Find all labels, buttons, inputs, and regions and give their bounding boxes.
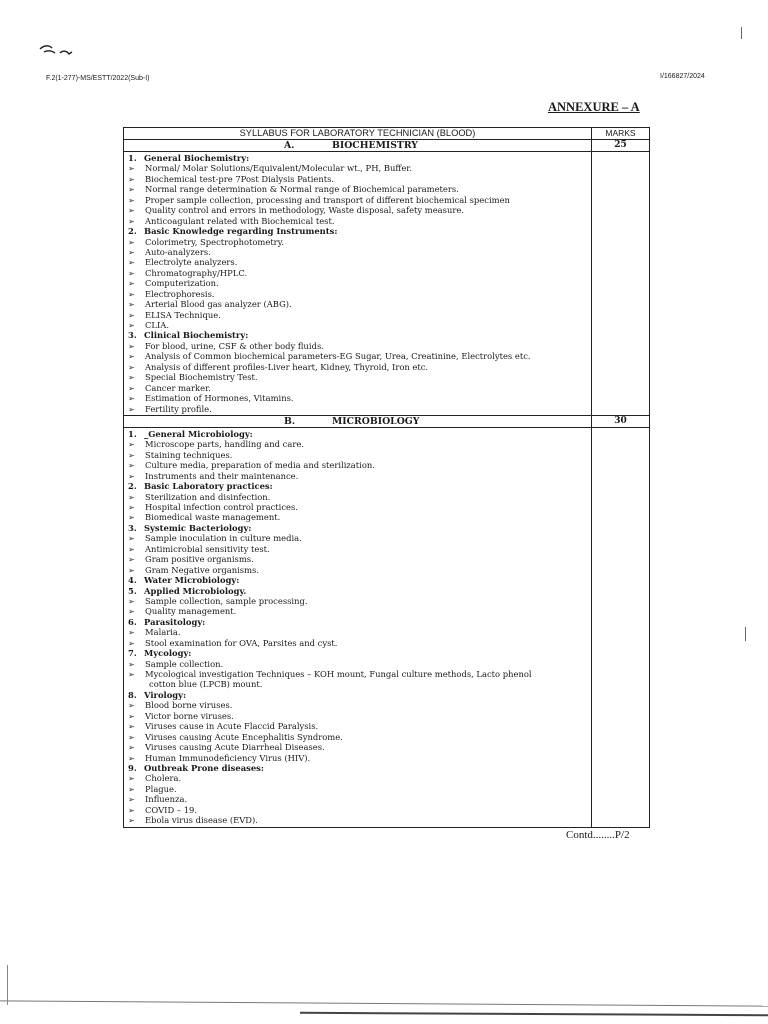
- topic-item: [128, 638, 587, 648]
- topic-item: [128, 554, 587, 564]
- topic-item: [128, 512, 587, 522]
- arrow-bullet-icon: ➢: [128, 544, 135, 554]
- handwritten-mark: [36, 40, 80, 62]
- topic-number: 1.: [128, 153, 137, 163]
- topic-item-text: Mycological investigation Techniques – KOH mount, Fungal culture methods, Lacto phenol: [145, 669, 532, 679]
- topic-item-text: Quality control and errors in methodology, Waste disposal, safety measure.: [145, 205, 464, 216]
- arrow-bullet-icon: ➢: [128, 461, 135, 471]
- topic-item-text: Malaria.: [145, 627, 181, 638]
- topic-number: 2.: [128, 481, 137, 492]
- topic-item-text: Arterial Blood gas analyzer (ABG).: [145, 299, 292, 310]
- topic-number: 5.: [128, 585, 137, 596]
- topic-item: [128, 163, 587, 173]
- topic-title: Mycology:: [144, 648, 192, 659]
- topic-item-text: Sample collection.: [145, 658, 224, 669]
- topic-item: [128, 404, 587, 414]
- topic-item: [128, 596, 587, 606]
- topic-category: [128, 429, 587, 439]
- arrow-bullet-icon: ➢: [128, 596, 135, 606]
- topic-category: [128, 648, 587, 658]
- topic-item: [128, 205, 587, 215]
- topic-item: [128, 341, 587, 351]
- topic-category: [128, 586, 587, 596]
- section-letter: B.: [284, 415, 296, 427]
- topic-item: [128, 659, 587, 669]
- arrow-bullet-icon: ➢: [128, 732, 135, 742]
- arrow-bullet-icon: ➢: [128, 816, 135, 826]
- topic-item: [128, 310, 587, 320]
- topic-item: [128, 237, 587, 247]
- continuation-note: Contd........P/2: [566, 829, 630, 841]
- topic-item-text: Ebola virus disease (EVD).: [145, 815, 258, 826]
- section-b-header: [124, 416, 649, 428]
- arrow-bullet-icon: ➢: [128, 659, 135, 669]
- topic-item-text: Viruses causing Acute Diarrheal Diseases.: [145, 742, 325, 753]
- topic-item: [128, 351, 587, 361]
- topic-item-text: Fertility profile.: [145, 403, 212, 414]
- topic-number: 9.: [128, 762, 137, 773]
- topic-number: 1.: [128, 428, 137, 439]
- scan-edge-line: [741, 27, 742, 39]
- topic-title: Clinical Biochemistry:: [144, 330, 249, 341]
- topic-number: 4.: [128, 575, 137, 586]
- topic-item-text: Colorimetry, Spectrophotometry.: [145, 236, 284, 247]
- topic-item: [128, 794, 587, 804]
- topic-item: [128, 721, 587, 731]
- topic-item-text: Computerization.: [145, 278, 219, 289]
- table-header-row: [124, 128, 649, 140]
- arrow-bullet-icon: ➢: [128, 185, 135, 195]
- topic-item: [128, 711, 587, 721]
- arrow-bullet-icon: ➢: [128, 450, 135, 460]
- topic-number: 6.: [128, 616, 137, 627]
- section-b-body: [124, 428, 649, 827]
- topic-item-text: CLIA.: [145, 320, 169, 330]
- marks-column-header: MARKS: [605, 128, 636, 138]
- topic-item-text: Auto-analyzers.: [145, 246, 211, 257]
- topic-item-text: Viruses causing Acute Encephalitis Syndrome.: [145, 731, 343, 742]
- arrow-bullet-icon: ➢: [128, 565, 135, 575]
- topic-item-text: Proper sample collection, processing and transport of different biochemical specimen: [145, 194, 510, 205]
- topic-item-text: COVID – 19.: [145, 804, 198, 815]
- topic-item: [128, 195, 587, 205]
- topic-title: Basic Knowledge regarding Instruments:: [144, 226, 338, 237]
- arrow-bullet-icon: ➢: [128, 534, 135, 544]
- topic-item: [128, 174, 587, 184]
- topic-item-text: Sterilization and disinfection.: [145, 491, 271, 502]
- arrow-bullet-icon: ➢: [128, 321, 135, 330]
- arrow-bullet-icon: ➢: [128, 404, 135, 414]
- topic-category: [128, 575, 587, 585]
- topic-item: [128, 393, 587, 403]
- section-letter: A.: [284, 140, 295, 151]
- topic-title: Water Microbiology:: [144, 575, 240, 586]
- arrow-bullet-icon: ➢: [128, 628, 135, 638]
- section-a-body: [124, 152, 649, 416]
- topic-category: [128, 226, 587, 236]
- topic-item-text: Human Immunodeficiency Virus (HIV).: [145, 752, 311, 763]
- arrow-bullet-icon: ➢: [128, 513, 135, 523]
- topic-item: [128, 773, 587, 783]
- topic-number: 7.: [128, 648, 137, 659]
- arrow-bullet-icon: ➢: [128, 373, 135, 383]
- section-a-header: [124, 140, 649, 152]
- arrow-bullet-icon: ➢: [128, 670, 135, 679]
- topic-item-text: Analysis of different profiles-Liver heart, Kidney, Thyroid, Iron etc.: [145, 361, 429, 372]
- topic-category: [128, 617, 587, 627]
- topic-item: [128, 492, 587, 502]
- topic-item-text: Quality management.: [145, 606, 237, 617]
- topic-category: [128, 481, 587, 491]
- arrow-bullet-icon: ➢: [128, 383, 135, 393]
- topic-item: [128, 533, 587, 543]
- syllabus-table: [123, 127, 650, 828]
- topic-title: General Biochemistry:: [144, 153, 250, 163]
- topic-title: Basic Laboratory practices:: [144, 481, 273, 492]
- topic-item-text: Influenza.: [145, 794, 188, 805]
- arrow-bullet-icon: ➢: [128, 555, 135, 565]
- topic-item-text: Blood borne viruses.: [145, 700, 233, 711]
- topic-item-text: Special Biochemistry Test.: [145, 372, 258, 383]
- topic-item-text: Estimation of Hormones, Vitamins.: [145, 393, 294, 404]
- arrow-bullet-icon: ➢: [128, 195, 135, 205]
- topic-item-text: Anticoagulant related with Biochemical test.: [145, 215, 335, 226]
- arrow-bullet-icon: ➢: [128, 805, 135, 815]
- topic-title: Outbreak Prone diseases:: [144, 762, 264, 773]
- topic-item: [128, 320, 587, 330]
- topic-item-text: Cancer marker.: [145, 382, 211, 393]
- arrow-bullet-icon: ➢: [128, 753, 135, 763]
- topic-item: [128, 565, 587, 575]
- topic-item: [128, 383, 587, 393]
- arrow-bullet-icon: ➢: [128, 258, 135, 268]
- topic-item-text: Analysis of Common biochemical parameters-EG Sugar, Urea, Creatinine, Electrolytes etc.: [145, 351, 531, 362]
- arrow-bullet-icon: ➢: [128, 310, 135, 320]
- topic-item: [128, 753, 587, 763]
- topic-item: [128, 372, 587, 382]
- topic-item: [128, 805, 587, 815]
- table-title: SYLLABUS FOR LABORATORY TECHNICIAN (BLOOD): [124, 128, 592, 139]
- arrow-bullet-icon: ➢: [128, 206, 135, 216]
- topic-item-text: For blood, urine, CSF & other body fluids.: [145, 340, 324, 351]
- topic-item: [128, 362, 587, 372]
- arrow-bullet-icon: ➢: [128, 174, 135, 184]
- arrow-bullet-icon: ➢: [128, 279, 135, 289]
- arrow-bullet-icon: ➢: [128, 300, 135, 310]
- topic-number: 3.: [128, 522, 137, 533]
- topic-item: [128, 268, 587, 278]
- section-marks: 25: [614, 140, 627, 150]
- arrow-bullet-icon: ➢: [128, 216, 135, 226]
- arrow-bullet-icon: ➢: [128, 711, 135, 721]
- topic-category: [128, 763, 587, 773]
- arrow-bullet-icon: ➢: [128, 289, 135, 299]
- topic-item-text: Hospital infection control practices.: [145, 502, 298, 512]
- arrow-bullet-icon: ➢: [128, 237, 135, 247]
- arrow-bullet-icon: ➢: [128, 607, 135, 617]
- topic-item: [128, 216, 587, 226]
- arrow-bullet-icon: ➢: [128, 394, 135, 404]
- topic-item: [128, 278, 587, 288]
- topic-category: [128, 690, 587, 700]
- arrow-bullet-icon: ➢: [128, 774, 135, 784]
- arrow-bullet-icon: ➢: [128, 440, 135, 450]
- arrow-bullet-icon: ➢: [128, 247, 135, 257]
- scan-edge-line: [745, 627, 746, 641]
- topic-item-text: Sample inoculation in culture media.: [145, 533, 302, 544]
- topic-item: [128, 450, 587, 460]
- topic-item-text: Antimicrobial sensitivity test.: [145, 543, 270, 554]
- arrow-bullet-icon: ➢: [128, 743, 135, 753]
- topic-number: 8.: [128, 689, 137, 700]
- topic-item-text: Electrolyte analyzers.: [145, 257, 238, 268]
- topic-number: 3.: [128, 330, 137, 341]
- topic-item: [128, 247, 587, 257]
- topic-title: Parasitology:: [144, 616, 206, 627]
- topic-item-text: Biomedical waste management.: [145, 512, 281, 523]
- topic-item: [128, 815, 587, 825]
- arrow-bullet-icon: ➢: [128, 722, 135, 732]
- topic-number: 2.: [128, 226, 137, 237]
- topic-item: [128, 544, 587, 554]
- topic-item-text: Viruses cause in Acute Flaccid Paralysis.: [145, 721, 319, 732]
- scan-edge-line: [0, 1000, 768, 1006]
- topic-item-text: Normal/ Molar Solutions/Equivalent/Molecular wt., PH, Buffer.: [145, 163, 413, 174]
- arrow-bullet-icon: ➢: [128, 503, 135, 512]
- topic-item: [128, 289, 587, 299]
- topic-item: [128, 502, 587, 512]
- topic-item-continuation: cotton blue (LPCB) mount.: [149, 679, 263, 690]
- topic-item-text: Sample collection, sample processing.: [145, 595, 308, 606]
- topic-item: [128, 700, 587, 710]
- topic-item: [128, 669, 587, 679]
- topic-item: [128, 732, 587, 742]
- section-name: MICROBIOLOGY: [332, 415, 420, 427]
- topic-item-text: Gram positive organisms.: [145, 554, 254, 565]
- topic-item-text: ELISA Technique.: [145, 309, 221, 320]
- topic-item-text: Plague.: [145, 783, 177, 794]
- topic-title: Virology:: [144, 689, 187, 700]
- arrow-bullet-icon: ➢: [128, 471, 135, 481]
- topic-item-text: Staining techniques.: [145, 449, 233, 460]
- topic-item: [128, 471, 587, 481]
- arrow-bullet-icon: ➢: [128, 638, 135, 648]
- topic-title: Systemic Bacteriology:: [144, 522, 252, 533]
- topic-item-text: Cholera.: [145, 773, 182, 784]
- diary-number: I/166827/2024: [660, 73, 705, 80]
- topic-item-text: Culture media, preparation of media and sterilization.: [145, 460, 375, 471]
- arrow-bullet-icon: ➢: [128, 341, 135, 351]
- topic-item-text: Victor borne viruses.: [145, 710, 234, 721]
- topic-category: [128, 330, 587, 340]
- scan-edge-line: [300, 1012, 768, 1016]
- topic-category: [128, 523, 587, 533]
- arrow-bullet-icon: ➢: [128, 795, 135, 805]
- arrow-bullet-icon: ➢: [128, 352, 135, 362]
- arrow-bullet-icon: ➢: [128, 784, 135, 794]
- topic-item-text: Normal range determination & Normal range of Biochemical parameters.: [145, 184, 459, 195]
- annexure-heading: ANNEXURE – A: [548, 100, 640, 114]
- topic-item: [128, 784, 587, 794]
- topic-item: [128, 439, 587, 449]
- topic-title: Applied Microbiology.: [144, 585, 247, 596]
- topic-item: [128, 627, 587, 637]
- section-b-topics: [124, 428, 592, 827]
- topic-item: [128, 606, 587, 616]
- topic-item: [128, 460, 587, 470]
- section-name: BIOCHEMISTRY: [332, 140, 418, 151]
- arrow-bullet-icon: ➢: [128, 362, 135, 372]
- topic-item-text: Stool examination for OVA, Parsites and cyst.: [145, 637, 338, 648]
- topic-item-text: Electrophoresis.: [145, 288, 215, 299]
- arrow-bullet-icon: ➢: [128, 164, 135, 174]
- topic-item-text: Chromatography/HPLC.: [145, 267, 248, 278]
- topic-item: [128, 299, 587, 309]
- topic-item-text: Biochemical test-pre 7Post Dialysis Patients.: [145, 173, 335, 184]
- section-a-topics: [124, 152, 592, 415]
- topic-category: [128, 153, 587, 163]
- arrow-bullet-icon: ➢: [128, 701, 135, 711]
- topic-item-text: Microscope parts, handling and care.: [145, 439, 304, 450]
- scan-edge-line: [7, 965, 8, 1005]
- topic-item: [128, 742, 587, 752]
- file-reference-number: F.2(1-277)-MS/ESTT/2022(Sub-I): [46, 75, 150, 82]
- topic-item: [128, 257, 587, 267]
- arrow-bullet-icon: ➢: [128, 492, 135, 502]
- section-marks: 30: [614, 415, 627, 426]
- topic-item-text: Gram Negative organisms.: [145, 564, 259, 575]
- topic-item-text: Instruments and their maintenance.: [145, 470, 299, 481]
- topic-item: [128, 184, 587, 194]
- topic-title: _General Microbiology:: [144, 428, 253, 439]
- arrow-bullet-icon: ➢: [128, 268, 135, 278]
